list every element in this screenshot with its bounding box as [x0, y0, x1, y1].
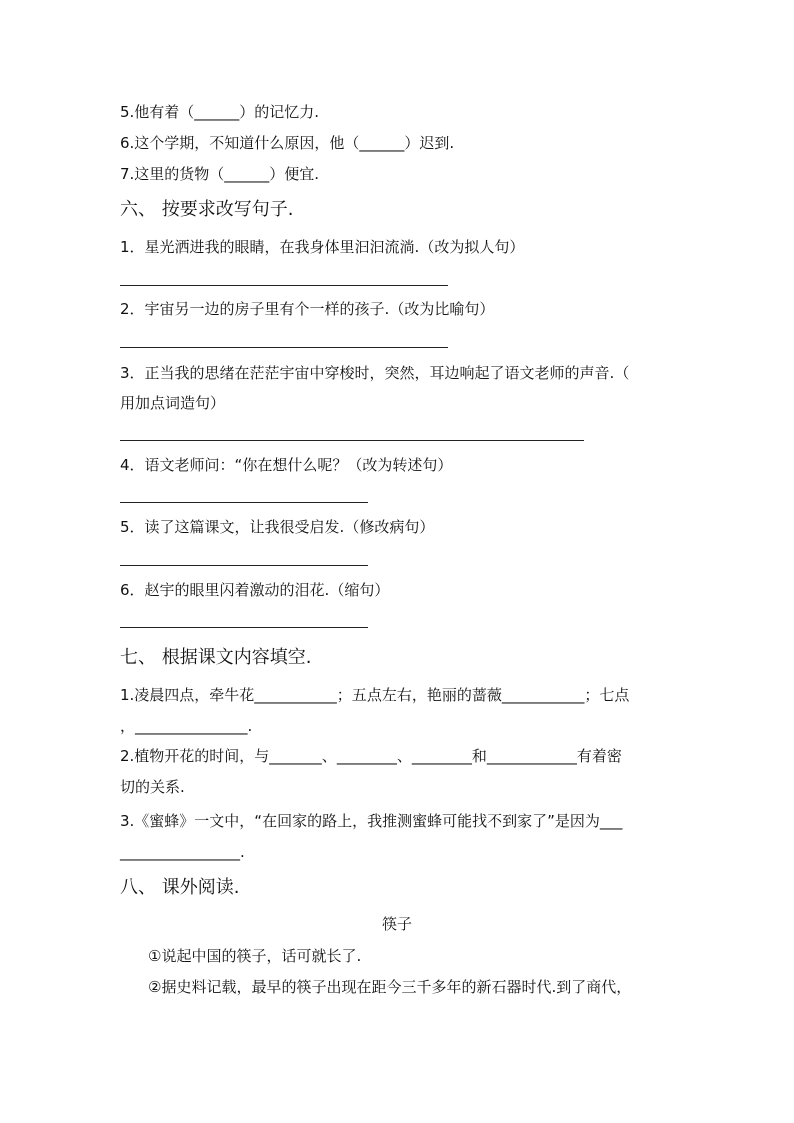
s7-question-3-line1: 3.《蜜蜂》一文中，“在回家的路上，我推测蜜蜂可能找不到家了”是因为___: [120, 812, 623, 830]
s6-question-6: 6．赵宇的眼里闪着激动的泪花.（缩句）: [120, 581, 390, 599]
answer-line: [120, 347, 448, 348]
s6-question-1: 1．星光洒进我的眼睛，在我身体里汩汩流淌.（改为拟人句）: [120, 238, 525, 256]
s7-question-1-line2: ，_______________.: [120, 717, 253, 735]
answer-line: [120, 502, 368, 503]
question-6: 6.这个学期，不知道什么原因，他（______）迟到.: [120, 134, 455, 152]
s7-question-1-line1: 1.凌晨四点，牵牛花___________；五点左右，艳丽的蔷薇___________；七点: [120, 686, 630, 704]
s6-question-3-line2: 用加点词造句）: [120, 394, 226, 412]
section-6-heading: 六、 按要求改写句子.: [120, 199, 294, 220]
passage-paragraph-1: ①说起中国的筷子，话可就长了.: [148, 947, 362, 965]
section-7-heading: 七、 根据课文内容填空.: [120, 647, 312, 668]
passage-paragraph-2: ②据史料记载，最早的筷子出现在距今三千多年的新石器时代.到了商代，: [148, 978, 632, 996]
s7-question-2-line2: 切的关系.: [120, 778, 185, 796]
section-8-heading: 八、 课外阅读.: [120, 877, 240, 898]
s6-question-3-line1: 3．正当我的思绪在茫茫宇宙中穿梭时，突然，耳边响起了语文老师的声音.（: [120, 364, 630, 382]
answer-line: [120, 285, 448, 286]
answer-line: [120, 565, 368, 566]
s6-question-2: 2．宇宙另一边的房子里有个一样的孩子.（改为比喻句）: [120, 300, 495, 318]
answer-line: [120, 627, 368, 628]
s7-question-3-line2: ________________.: [120, 843, 245, 861]
s6-question-5: 5．读了这篇课文，让我很受启发.（修改病句）: [120, 518, 435, 536]
question-7: 7.这里的货物（______）便宜.: [120, 165, 320, 183]
s6-question-4: 4．语文老师问：“你在想什么呢？（改为转述句）: [120, 456, 453, 474]
answer-line: [120, 440, 584, 441]
passage-title: 筷子: [381, 915, 412, 933]
question-5: 5.他有着（______）的记忆力.: [120, 103, 320, 121]
s7-question-2-line1: 2.植物开花的时间，与_______、________、________和____________有着密: [120, 747, 622, 765]
